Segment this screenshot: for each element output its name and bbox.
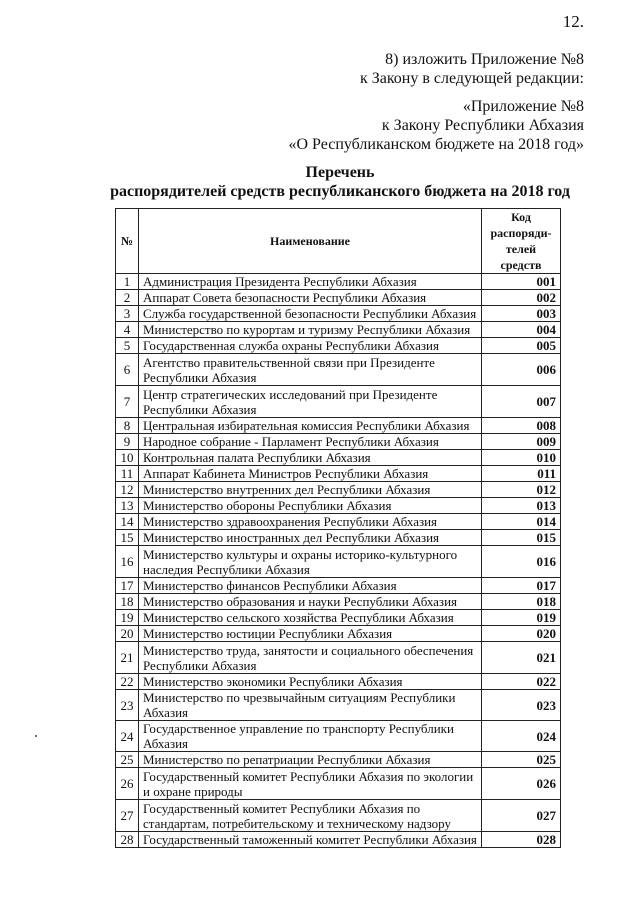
row-number: 15 xyxy=(116,530,139,546)
row-number: 18 xyxy=(116,594,139,610)
row-number: 24 xyxy=(116,721,139,752)
row-code: 019 xyxy=(482,610,561,626)
row-code: 022 xyxy=(482,674,561,690)
row-name: Служба государственной безопасности Республики Абхазия xyxy=(139,306,482,322)
table-row xyxy=(116,578,561,594)
row-code: 013 xyxy=(482,498,561,514)
row-name: Центральная избирательная комиссия Республики Абхазия xyxy=(139,418,482,434)
row-code: 016 xyxy=(482,546,561,578)
row-number: 25 xyxy=(116,752,139,768)
row-number: 11 xyxy=(116,466,139,482)
row-name: Министерство обороны Республики Абхазия xyxy=(139,498,482,514)
row-number: 1 xyxy=(116,274,139,290)
row-code: 023 xyxy=(482,690,561,721)
header-name: Наименование xyxy=(139,209,482,274)
row-number: 13 xyxy=(116,498,139,514)
row-number: 17 xyxy=(116,578,139,594)
title-line-2: распорядителей средств республиканского бюджета на 2018 год xyxy=(110,183,570,200)
row-name: Министерство сельского хозяйства Республики Абхазия xyxy=(139,610,482,626)
row-name: Министерство образования и науки Республики Абхазия xyxy=(139,594,482,610)
appendix-line-1: «Приложение №8 xyxy=(462,98,584,115)
row-code: 024 xyxy=(482,721,561,752)
row-number: 16 xyxy=(116,546,139,578)
table-row xyxy=(116,674,561,690)
amendment-line-1: 8) изложить Приложение №8 xyxy=(385,51,584,68)
row-name: Министерство культуры и охраны историко-культурного наследия Республики Абхазия xyxy=(139,546,482,578)
table-row xyxy=(116,434,561,450)
table-row xyxy=(116,752,561,768)
table-row xyxy=(116,466,561,482)
row-number: 19 xyxy=(116,610,139,626)
document-title xyxy=(100,163,580,201)
row-name: Аппарат Кабинета Министров Республики Абхазия xyxy=(139,466,482,482)
table-row xyxy=(116,642,561,674)
row-number: 3 xyxy=(116,306,139,322)
row-number: 10 xyxy=(116,450,139,466)
row-number: 27 xyxy=(116,800,139,832)
table-row xyxy=(116,386,561,418)
row-name: Контрольная палата Республики Абхазия xyxy=(139,450,482,466)
row-name: Государственный комитет Республики Абхазия по экологии и охране природы xyxy=(139,768,482,800)
row-name: Народное собрание - Парламент Республики Абхазия xyxy=(139,434,482,450)
row-code: 001 xyxy=(482,274,561,290)
table-row xyxy=(116,418,561,434)
row-number: 22 xyxy=(116,674,139,690)
row-name: Государственная служба охраны Республики Абхазия xyxy=(139,338,482,354)
row-name: Государственный комитет Республики Абхазия по стандартам, потребительскому и техническому надзору xyxy=(139,800,482,832)
row-code: 025 xyxy=(482,752,561,768)
row-number: 26 xyxy=(116,768,139,800)
row-number: 8 xyxy=(116,418,139,434)
header-code xyxy=(482,209,561,274)
table-body xyxy=(116,274,561,848)
appendix-line-2: к Закону Республики Абхазия xyxy=(381,117,584,134)
table-row xyxy=(116,721,561,752)
title-line-1: Перечень xyxy=(305,164,375,181)
row-number: 4 xyxy=(116,322,139,338)
row-name: Министерство здравоохранения Республики Абхазия xyxy=(139,514,482,530)
table-row xyxy=(116,610,561,626)
row-code: 012 xyxy=(482,482,561,498)
row-name: Государственный таможенный комитет Республики Абхазия xyxy=(139,832,482,848)
table-row xyxy=(116,832,561,848)
row-code: 017 xyxy=(482,578,561,594)
row-name: Государственное управление по транспорту Республики Абхазия xyxy=(139,721,482,752)
row-code: 006 xyxy=(482,354,561,386)
row-code: 026 xyxy=(482,768,561,800)
row-name: Министерство экономики Республики Абхазия xyxy=(139,674,482,690)
row-number: 28 xyxy=(116,832,139,848)
table-row xyxy=(116,690,561,721)
table-row xyxy=(116,800,561,832)
table-row xyxy=(116,274,561,290)
table-row xyxy=(116,306,561,322)
scan-speck xyxy=(35,735,37,737)
row-name: Аппарат Совета безопасности Республики Абхазия xyxy=(139,290,482,306)
row-name: Министерство по курортам и туризму Республики Абхазия xyxy=(139,322,482,338)
row-number: 14 xyxy=(116,514,139,530)
row-code: 002 xyxy=(482,290,561,306)
appendix-header xyxy=(288,97,584,154)
table-row xyxy=(116,514,561,530)
row-code: 003 xyxy=(482,306,561,322)
table-row xyxy=(116,498,561,514)
row-number: 12 xyxy=(116,482,139,498)
row-number: 9 xyxy=(116,434,139,450)
row-code: 028 xyxy=(482,832,561,848)
row-code: 009 xyxy=(482,434,561,450)
row-code: 008 xyxy=(482,418,561,434)
row-number: 21 xyxy=(116,642,139,674)
row-name: Министерство иностранных дел Республики Абхазия xyxy=(139,530,482,546)
header-number: № xyxy=(116,209,139,274)
table-row xyxy=(116,594,561,610)
table-header-row xyxy=(116,209,561,274)
amendment-instruction xyxy=(360,50,584,88)
row-number: 7 xyxy=(116,386,139,418)
row-code: 020 xyxy=(482,626,561,642)
row-name: Министерство внутренних дел Республики Абхазия xyxy=(139,482,482,498)
row-name: Агентство правительственной связи при Президенте Республики Абхазия xyxy=(139,354,482,386)
row-code: 011 xyxy=(482,466,561,482)
row-code: 015 xyxy=(482,530,561,546)
row-code: 010 xyxy=(482,450,561,466)
amendment-line-2: к Закону в следующей редакции: xyxy=(359,70,584,87)
table-row xyxy=(116,482,561,498)
table-row xyxy=(116,768,561,800)
row-code: 014 xyxy=(482,514,561,530)
table-row xyxy=(116,322,561,338)
row-code: 021 xyxy=(482,642,561,674)
page-number: 12. xyxy=(562,12,584,31)
row-code: 018 xyxy=(482,594,561,610)
row-code: 007 xyxy=(482,386,561,418)
row-name: Министерство финансов Республики Абхазия xyxy=(139,578,482,594)
row-number: 5 xyxy=(116,338,139,354)
table-row xyxy=(116,290,561,306)
table-row xyxy=(116,450,561,466)
row-number: 6 xyxy=(116,354,139,386)
row-number: 20 xyxy=(116,626,139,642)
row-name: Министерство по репатриации Республики Абхазия xyxy=(139,752,482,768)
header-code-line-1: Код xyxy=(511,210,531,224)
header-code-line-2: распоряди- xyxy=(490,226,552,240)
table-row xyxy=(116,354,561,386)
table-row xyxy=(116,626,561,642)
row-code: 005 xyxy=(482,338,561,354)
row-code: 004 xyxy=(482,322,561,338)
table-row xyxy=(116,530,561,546)
header-code-line-3: телей средств xyxy=(500,242,542,272)
row-number: 2 xyxy=(116,290,139,306)
budget-managers-table xyxy=(115,208,561,848)
row-number: 23 xyxy=(116,690,139,721)
row-name: Центр стратегических исследований при Президенте Республики Абхазия xyxy=(139,386,482,418)
table-row xyxy=(116,338,561,354)
row-code: 027 xyxy=(482,800,561,832)
row-name: Министерство труда, занятости и социального обеспечения Республики Абхазия xyxy=(139,642,482,674)
appendix-line-3: «О Республиканском бюджете на 2018 год» xyxy=(288,136,584,153)
row-name: Министерство юстиции Республики Абхазия xyxy=(139,626,482,642)
row-name: Администрация Президента Республики Абхазия xyxy=(139,274,482,290)
table-row xyxy=(116,546,561,578)
row-name: Министерство по чрезвычайным ситуациям Республики Абхазия xyxy=(139,690,482,721)
